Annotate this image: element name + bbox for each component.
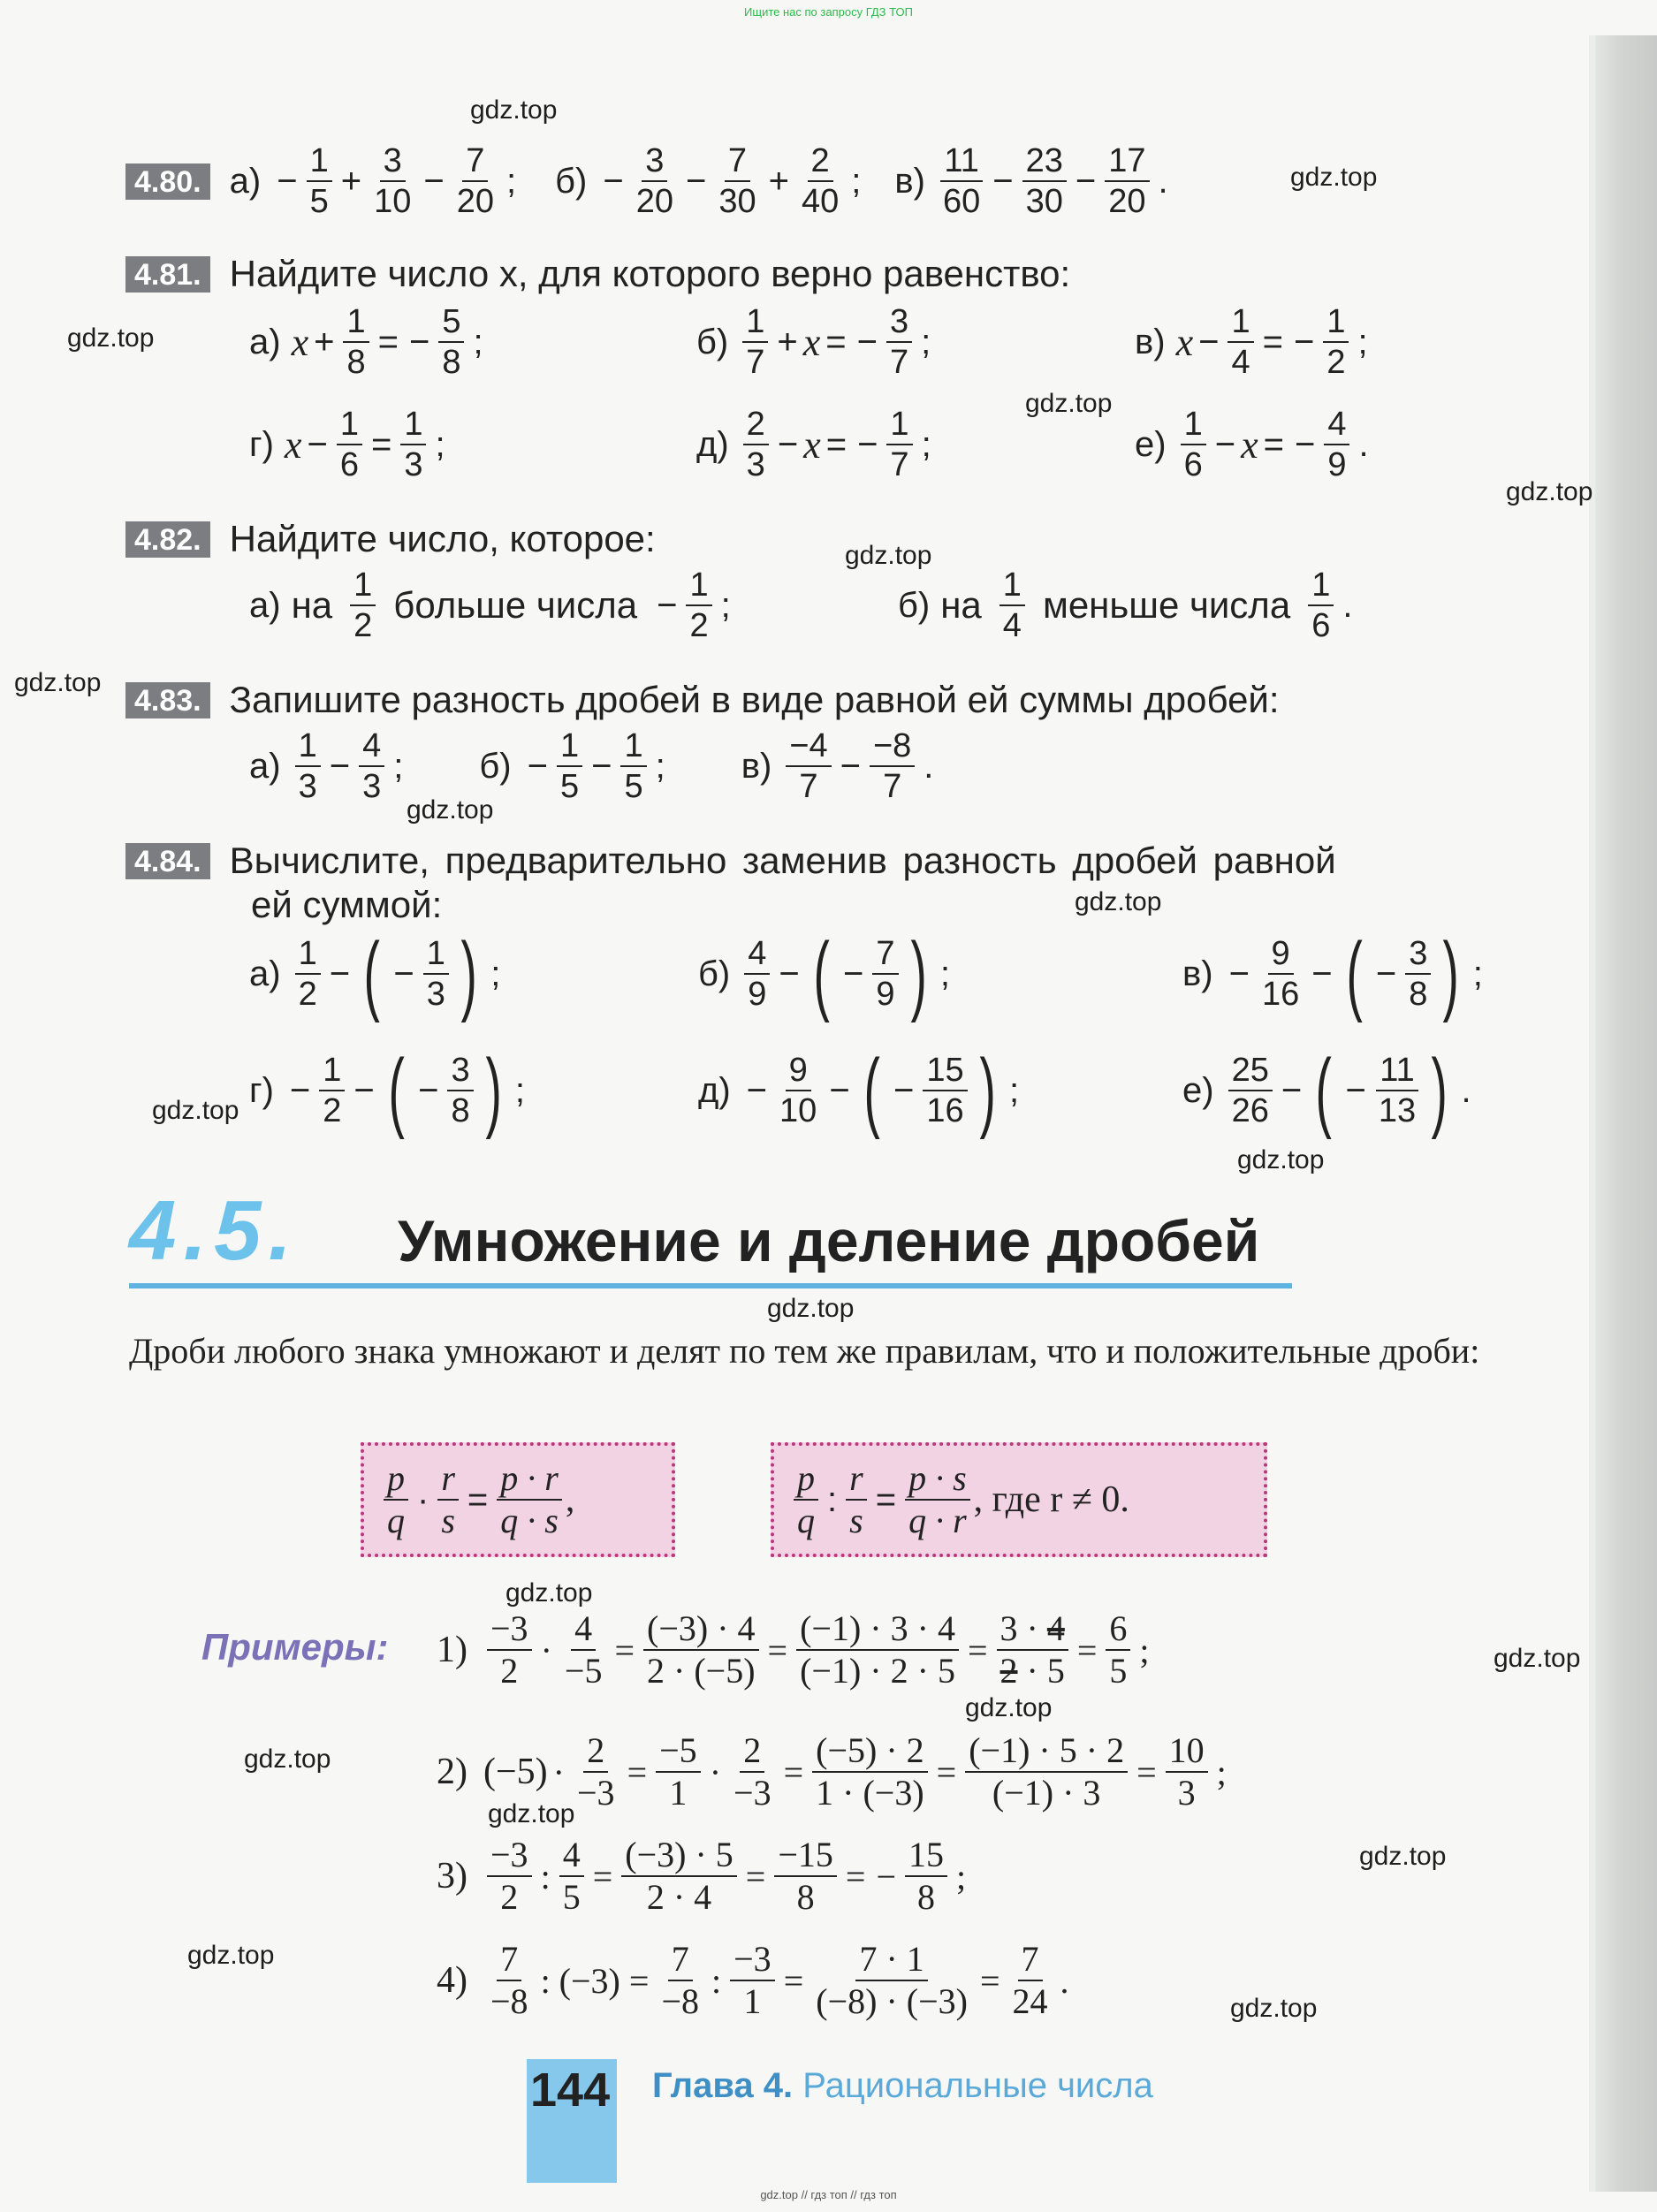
watermark: gdz.top <box>67 323 155 353</box>
watermark: gdz.top <box>1359 1842 1447 1871</box>
watermark: gdz.top <box>1230 1994 1318 2023</box>
task-text: Найдите число x, для которого верно равенство: <box>229 253 1071 294</box>
label-d: д) <box>698 1070 731 1110</box>
watermark: gdz.top <box>1025 389 1113 418</box>
section-number: 4.5. <box>129 1183 300 1278</box>
footer-note: gdz.top // гдз топ // гдз топ <box>760 2188 897 2201</box>
task-4-81-row2c: е) 1 6 − x = − $\frac{4}{9}$ . <box>1135 406 1369 483</box>
watermark: gdz.top <box>505 1578 593 1608</box>
watermark: gdz.top <box>187 1941 275 1970</box>
label-v: в) <box>894 161 925 201</box>
task-4-81-row2: г) x − $\frac{1}{6}$ = $\frac{1}{3}$ ; <box>249 406 445 483</box>
task-text: Запишите разность дробей в виде равной ей суммы дробей: <box>229 679 1280 720</box>
section-paragraph: Дроби любого знака умножают и делят по тем же правилам, что и положительные дроби: <box>129 1331 1480 1371</box>
watermark: gdz.top <box>767 1294 855 1323</box>
task-4-81-row1c: в) x − $\frac{1}{4}$ = − $\frac{1}{2}$ ; <box>1135 303 1368 381</box>
task-text: Найдите число, которое: <box>229 518 656 559</box>
watermark: gdz.top <box>244 1745 331 1774</box>
task-4-82-heading <box>125 518 656 560</box>
label-a: а) <box>249 322 281 361</box>
label-b: б) <box>696 322 729 361</box>
label-g: г) <box>249 424 274 464</box>
watermark: gdz.top <box>488 1799 575 1828</box>
header-note: Ищите нас по запросу ГДЗ ТОП <box>744 5 913 19</box>
label-a: а) <box>229 161 262 201</box>
task-4-84-row1b: б) 4 9 − ( − $\frac{7}{9}$ ) ; <box>698 924 950 1023</box>
task-number: 4.80. <box>125 163 210 200</box>
label-b: б) <box>479 746 512 786</box>
page-number-tab <box>527 2059 617 2183</box>
task-4-84-row2c: е) 25 26 − ( − $\frac{11}{13}$ ) . <box>1182 1041 1471 1140</box>
chapter-title: Рациональные числа <box>802 2066 1153 2105</box>
task-4-81-row1b: б) 1 7 + x = − $\frac{3}{7}$ ; <box>696 303 931 381</box>
task-text: ей суммой: <box>251 884 443 925</box>
task-number: 4.84. <box>125 843 210 879</box>
task-4-83-heading <box>125 679 1280 721</box>
section-title: Умножение и деление дробей <box>398 1208 1260 1273</box>
task-4-83-row: а) 1 3 − $\frac{4}{3}$ ; б) − $\frac{1}{5}$ − $\frac{1}{5}$ ; в) −4 7 − $\frac{-8}{7}$ . <box>249 727 934 805</box>
examples-label: Примеры: <box>201 1626 389 1668</box>
watermark: gdz.top <box>1494 1644 1581 1673</box>
example-1: 1) −3 2 · $\frac{4}{-5}$ = $\frac{(-3) \cdot 4}{2 \cdot (-5)}$ = $\frac{(-1) \cdot 3 \cdot 4}{(-1) \cdot 2 \cdot 5}$ = $\frac{3 \cdot 4}{2 \cdot 5}$ = $\frac{6}{5}$ ; <box>437 1608 1150 1691</box>
page-number: 144 <box>530 2064 611 2117</box>
label-g: г) <box>249 1070 274 1110</box>
task-4-84-row1c: в) − $\frac{9}{16}$ − ( − $\frac{3}{8}$ ) ; <box>1182 924 1483 1023</box>
task-4-84-heading <box>125 840 1336 882</box>
watermark: gdz.top <box>1290 163 1378 192</box>
label-d: д) <box>696 424 729 464</box>
chapter-footer <box>652 2066 1153 2106</box>
label-a: а) <box>249 746 281 786</box>
label-a: а) <box>249 585 281 625</box>
watermark: gdz.top <box>407 795 494 825</box>
label-e: е) <box>1182 1070 1214 1110</box>
example-4: 4) 7 −8 : (−3) = $\frac{7}{-8}$ : $\frac{-3}{1}$ = $\frac{7 \cdot 1}{(-8) \cdot (-3)}$ = $\frac{7}{24}$ . <box>437 1939 1069 2021</box>
example-2: 2) (−5) · $\frac{2}{-3}$ = $\frac{-5}{1}$ · $\frac{2}{-3}$ = $\frac{(-5) \cdot 2}{1 \cdot (-3)}$ = $\frac{(-1) \cdot 5 \cdot 2}{(-1) \cdot 3}$ = $\frac{10}{3}$ ; <box>437 1730 1227 1813</box>
label-b: б) <box>698 954 731 993</box>
task-4-84-heading-cont <box>251 884 442 926</box>
chapter-label: Глава 4. <box>652 2066 794 2105</box>
formula-box-multiplication: p q · $\frac{r}{s}$ = $\frac{p \cdot r}{q \cdot s}$ , <box>361 1442 675 1557</box>
label-a: а) <box>249 954 281 993</box>
label-v: в) <box>1182 954 1213 993</box>
task-4-84-row2b: д) − $\frac{9}{10}$ − ( − $\frac{15}{16}$ ) ; <box>698 1041 1020 1140</box>
task-4-81-row1: а) x + $\frac{1}{8}$ = − $\frac{5}{8}$ ; <box>249 303 483 381</box>
example-3: 3) −3 2 : $\frac{4}{5}$ = $\frac{(-3) \cdot 5}{2 \cdot 4}$ = $\frac{-15}{8}$ = − $\frac{15}{8}$ ; <box>437 1835 967 1917</box>
page-binding-shadow <box>1595 35 1657 2192</box>
watermark: gdz.top <box>14 668 102 697</box>
task-number: 4.82. <box>125 521 210 558</box>
label-e: е) <box>1135 424 1167 464</box>
label-b: б) <box>555 161 588 201</box>
label-b: б) <box>898 585 931 625</box>
watermark: gdz.top <box>1506 477 1593 506</box>
task-4-84-row2: г) − $\frac{1}{2}$ − ( − $\frac{3}{8}$ ) ; <box>249 1041 526 1140</box>
task-number: 4.81. <box>125 256 210 293</box>
task-4-81-row2b: д) 2 3 − x = − $\frac{1}{7}$ ; <box>696 406 931 483</box>
task-4-81-heading <box>125 253 1070 295</box>
label-v: в) <box>741 746 772 786</box>
task-number: 4.83. <box>125 682 210 718</box>
task-4-80: 4.80. а) − $\frac{1}{5}$ + $\frac{3}{10}$ − $\frac{7}{20}$ ; б) − $\frac{3}{20}$ − $\frac{7}{30}$ + $\frac{2}{40}$ ; в) 11 60 − $\frac{23}{30}$ − $\frac{17}{20}$ . <box>125 141 1174 221</box>
task-4-82-b: б) на 1 4 меньше числа 1 6 . <box>898 566 1353 644</box>
section-underline <box>129 1283 1292 1288</box>
formula-box-division: p q : $\frac{r}{s}$ = $\frac{p \cdot s}{q \cdot r}$ , где r ≠ 0. <box>771 1442 1267 1557</box>
watermark: gdz.top <box>965 1693 1053 1722</box>
watermark: gdz.top <box>845 541 932 570</box>
condition-text: , где r ≠ 0. <box>973 1479 1129 1520</box>
watermark: gdz.top <box>152 1096 239 1125</box>
watermark: gdz.top <box>470 95 558 125</box>
task-4-84-row1: а) 1 2 − ( − $\frac{1}{3}$ ) ; <box>249 924 501 1023</box>
task-text: Вычислите, предварительно заменив разность дробей равной <box>229 840 1336 881</box>
label-v: в) <box>1135 322 1166 361</box>
watermark: gdz.top <box>1075 887 1162 916</box>
watermark: gdz.top <box>1237 1145 1325 1174</box>
task-4-82-a: а) на 1 2 больше числа − $\frac{1}{2}$ ; <box>249 566 731 644</box>
